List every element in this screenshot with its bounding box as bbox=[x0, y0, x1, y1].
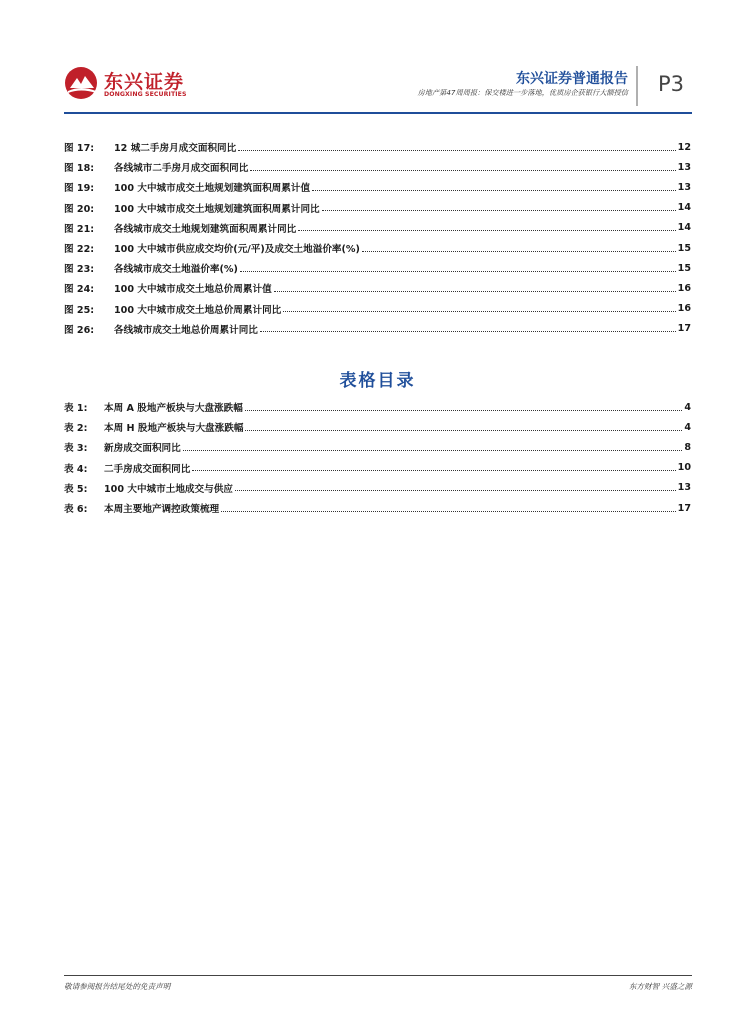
disclaimer-note: 敬请参阅报告结尾处的免责声明 bbox=[64, 982, 171, 991]
report-subtitle: 房地产第47周周报：保交楼进一步落地，优质房企获银行大额授信 bbox=[417, 88, 628, 97]
table-list bbox=[64, 397, 691, 518]
footer-rule bbox=[64, 975, 692, 976]
toc-entry[interactable]: 图 22: 100 大中城市供应成交均价(元/平)及成交土地溢价率(%) 15 bbox=[64, 242, 691, 256]
report-type-title: 东兴证券普通报告 bbox=[516, 71, 628, 87]
page-header bbox=[0, 0, 755, 120]
page-number: P3 bbox=[658, 72, 685, 96]
toc-entry[interactable]: 表 4: 二手房成交面积同比 10 bbox=[64, 462, 691, 475]
toc-entry[interactable]: 图 18: 各线城市二手房月成交面积同比 13 bbox=[64, 161, 691, 175]
toc-entry[interactable]: 图 24: 100 大中城市成交土地总价周累计值 16 bbox=[64, 282, 691, 296]
header-rule bbox=[64, 112, 692, 114]
toc-entry[interactable]: 表 5: 100 大中城市土地成交与供应 13 bbox=[64, 482, 691, 495]
toc-entry[interactable]: 图 17: 12 城二手房月成交面积同比 12 bbox=[64, 141, 691, 155]
logo-emblem-icon bbox=[64, 66, 100, 100]
toc-entry[interactable]: 图 21: 各线城市成交土地规划建筑面积周累计同比 14 bbox=[64, 222, 691, 235]
toc-entry[interactable]: 表 1: 本周 A 股地产板块与大盘涨跌幅 4 bbox=[64, 401, 691, 415]
tables-section-heading: 表格目录 bbox=[339, 371, 416, 391]
toc-entry[interactable]: 图 25: 100 大中城市成交土地总价周累计同比 16 bbox=[64, 303, 691, 316]
company-slogan: 东方财智 兴盛之源 bbox=[628, 982, 692, 991]
logo-text-cn: 东兴证券 bbox=[104, 71, 185, 93]
toc-entry[interactable]: 图 20: 100 大中城市成交土地规划建筑面积周累计同比 14 bbox=[64, 202, 691, 215]
logo-text-en: DONGXING SECURITIES bbox=[104, 91, 187, 98]
toc-entry[interactable]: 表 6: 本周主要地产调控政策梳理 17 bbox=[64, 502, 691, 516]
toc-entry[interactable]: 图 23: 各线城市成交土地溢价率(%) 15 bbox=[64, 262, 691, 276]
toc-entry[interactable]: 图 19: 100 大中城市成交土地规划建筑面积周累计值 13 bbox=[64, 181, 691, 195]
toc-entry[interactable]: 图 26: 各线城市成交土地总价周累计同比 17 bbox=[64, 323, 691, 336]
figure-list bbox=[64, 137, 691, 339]
toc-entry[interactable]: 表 2: 本周 H 股地产板块与大盘涨跌幅 4 bbox=[64, 421, 691, 435]
header-divider bbox=[636, 66, 638, 106]
company-logo bbox=[64, 66, 204, 102]
toc-entry[interactable]: 表 3: 新房成交面积同比 8 bbox=[64, 441, 691, 455]
